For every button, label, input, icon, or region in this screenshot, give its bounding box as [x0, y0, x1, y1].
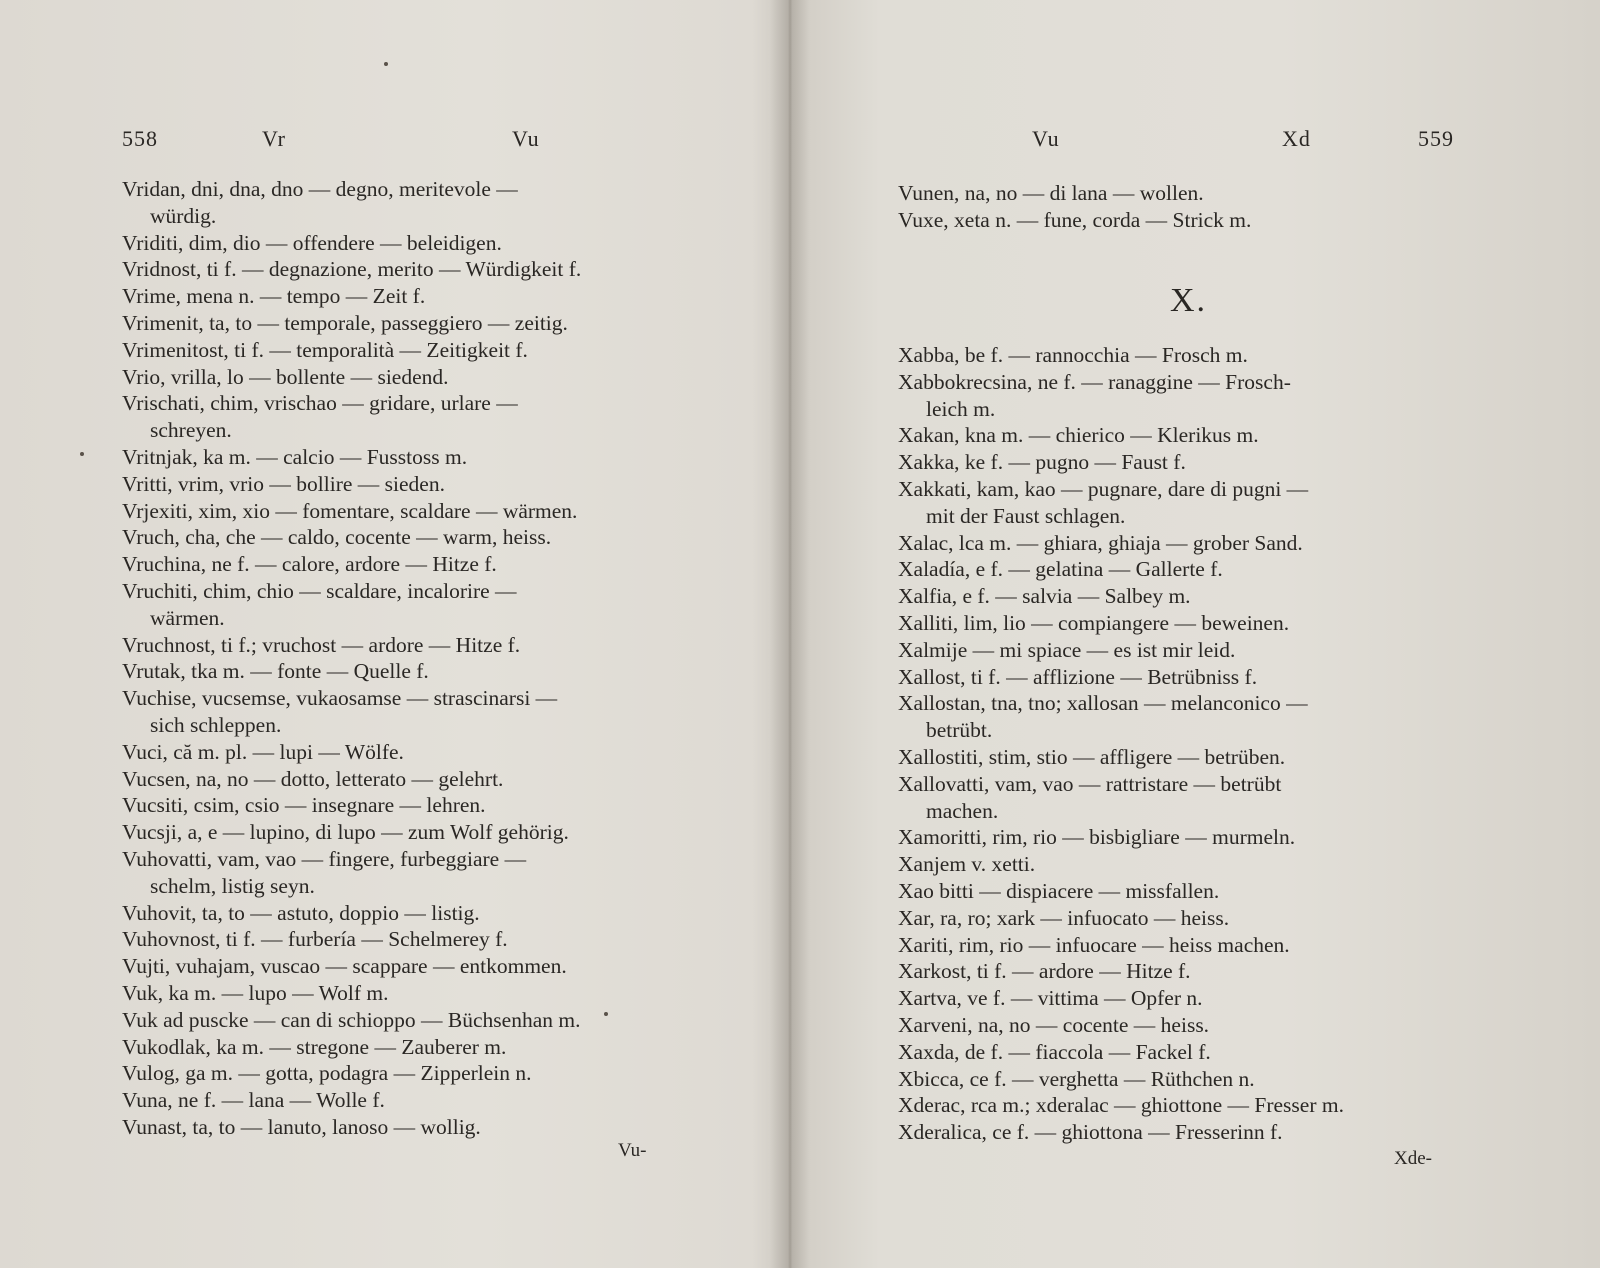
- dictionary-entry: Xalliti, lim, lio — compiangere — beweinen.: [898, 610, 1290, 635]
- dictionary-entry: Vucsji, a, e — lupino, di lupo — zum Wolf gehörig.: [122, 820, 569, 845]
- dictionary-entry: Xamoritti, rim, rio — bisbigliare — murmeln.: [898, 825, 1296, 850]
- catchword: Vu-: [618, 1140, 647, 1161]
- dictionary-entry: Vuna, ne f. — lana — Wolle f.: [122, 1088, 385, 1113]
- dictionary-entry: Xakka, ke f. — pugno — Faust f.: [898, 450, 1186, 475]
- dictionary-entry: Vucsen, na, no — dotto, letterato — gelehrt.: [122, 766, 504, 791]
- dictionary-entry: Xallostan, tna, tno; xallosan — melanconico —: [898, 691, 1308, 716]
- entry-continuation: würdig.: [150, 203, 217, 228]
- entry-continuation: schelm, listig seyn.: [150, 873, 315, 898]
- page-number: 558: [122, 126, 158, 151]
- dictionary-entry: Vucsiti, csim, csio — insegnare — lehren.: [122, 793, 486, 818]
- dictionary-entry: Xarkost, ti f. — ardore — Hitze f.: [898, 959, 1191, 984]
- entry-list-top: [898, 180, 1488, 234]
- dictionary-entry: Vuhovatti, vam, vao — fingere, furbeggiare —: [122, 846, 527, 871]
- dictionary-entry: Vunast, ta, to — lanuto, lanoso — wollig.: [122, 1114, 481, 1139]
- dictionary-entry: Xakkati, kam, kao — pugnare, dare di pugni —: [898, 476, 1309, 501]
- dictionary-entry: Xalfia, e f. — salvia — Salbey m.: [898, 584, 1191, 609]
- dictionary-entry: Xanjem v. xetti.: [898, 852, 1036, 877]
- running-head-left: Vu: [1032, 126, 1060, 151]
- dictionary-entry: Xderac, rca m.; xderalac — ghiottone — Fresser m.: [898, 1093, 1344, 1118]
- entry-continuation: schreyen.: [150, 418, 232, 443]
- dictionary-entry: Xakan, kna m. — chierico — Klerikus m.: [898, 423, 1259, 448]
- dictionary-entry: Vritnjak, ka m. — calcio — Fusstoss m.: [122, 444, 468, 469]
- dictionary-entry: Vriditi, dim, dio — offendere — beleidigen.: [122, 230, 502, 255]
- dictionary-entry: Xariti, rim, rio — infuocare — heiss machen.: [898, 932, 1290, 957]
- dictionary-entry: Vulog, ga m. — gotta, podagra — Zipperlein n.: [122, 1061, 532, 1086]
- entry-continuation: machen.: [926, 798, 999, 823]
- entry-list: [898, 342, 1488, 1146]
- left-page: [0, 0, 780, 1268]
- entry-continuation: mit der Faust schlagen.: [926, 503, 1126, 528]
- dictionary-entry: Vuk ad puscke — can di schioppo — Büchsenhan m.: [122, 1007, 581, 1032]
- dictionary-entry: Vuk, ka m. — lupo — Wolf m.: [122, 980, 389, 1005]
- dictionary-entry: Vruchnost, ti f.; vruchost — ardore — Hitze f.: [122, 632, 521, 657]
- entry-list: [122, 176, 702, 1141]
- running-head-center: Xd: [1282, 126, 1311, 151]
- entry-continuation: betrübt.: [926, 718, 993, 743]
- ink-speck: [80, 452, 84, 456]
- dictionary-entry: Vrischati, chim, vrischao — gridare, urlare —: [122, 391, 518, 416]
- dictionary-entry: Vunen, na, no — di lana — wollen.: [898, 181, 1204, 205]
- dictionary-entry: Xaxda, de f. — fiaccola — Fackel f.: [898, 1039, 1211, 1064]
- running-head-center: Vu: [512, 126, 540, 151]
- dictionary-entry: Vrio, vrilla, lo — bollente — siedend.: [122, 364, 449, 389]
- dictionary-entry: Xar, ra, ro; xark — infuocato — heiss.: [898, 905, 1230, 930]
- dictionary-entry: Vuci, că m. pl. — lupi — Wölfe.: [122, 739, 404, 764]
- dictionary-entry: Xalmije — mi spiace — es ist mir leid.: [898, 637, 1236, 662]
- dictionary-entry: Xabba, be f. — rannocchia — Frosch m.: [898, 343, 1248, 367]
- dictionary-entry: Vruchiti, chim, chio — scaldare, incalorire —: [122, 578, 517, 603]
- dictionary-entry: Vrimenitost, ti f. — temporalità — Zeitigkeit f.: [122, 337, 528, 362]
- dictionary-entry: Xalac, lca m. — ghiara, ghiaja — grober Sand.: [898, 530, 1303, 555]
- dictionary-entry: Vrime, mena n. — tempo — Zeit f.: [122, 284, 426, 309]
- entry-continuation: leich m.: [926, 396, 996, 421]
- dictionary-entry: Vuhovnost, ti f. — furbería — Schelmerey f.: [122, 927, 508, 952]
- dictionary-entry: Vrutak, tka m. — fonte — Quelle f.: [122, 659, 429, 684]
- dictionary-entry: Vruchina, ne f. — calore, ardore — Hitze f.: [122, 552, 497, 577]
- dictionary-entry: Xaladía, e f. — gelatina — Gallerte f.: [898, 557, 1223, 582]
- dictionary-entry: Vritti, vrim, vrio — bollire — sieden.: [122, 471, 445, 496]
- dictionary-entry: Vuxe, xeta n. — fune, corda — Strick m.: [898, 207, 1252, 232]
- running-head-left: Vr: [262, 126, 286, 151]
- dictionary-entry: Vridnost, ti f. — degnazione, merito — Würdigkeit f.: [122, 257, 582, 282]
- dictionary-entry: Vujti, vuhajam, vuscao — scappare — entkommen.: [122, 954, 567, 979]
- dictionary-entry: Vrjexiti, xim, xio — fomentare, scaldare — wärmen.: [122, 498, 578, 523]
- section-letter: X.: [1170, 282, 1208, 319]
- dictionary-entry: Xallost, ti f. — afflizione — Betrübniss f.: [898, 664, 1258, 689]
- page-number: 559: [1418, 126, 1454, 151]
- dictionary-entry: Vrimenit, ta, to — temporale, passeggiero — zeitig.: [122, 310, 568, 335]
- entry-continuation: wärmen.: [150, 605, 225, 630]
- dictionary-entry: Xderalica, ce f. — ghiottona — Fresserinn f.: [898, 1120, 1283, 1145]
- dictionary-entry: Vruch, cha, che — caldo, cocente — warm, heiss.: [122, 525, 552, 550]
- dictionary-entry: Xallostiti, stim, stio — affligere — betrüben.: [898, 744, 1286, 769]
- dictionary-entry: Vukodlak, ka m. — stregone — Zauberer m.: [122, 1034, 507, 1059]
- dictionary-entry: Vuchise, vucsemse, vukaosamse — strascinarsi —: [122, 686, 558, 711]
- dictionary-entry: Xabbokrecsina, ne f. — ranaggine — Frosch-: [898, 369, 1291, 394]
- dictionary-entry: Vridan, dni, dna, dno — degno, meritevole —: [122, 177, 518, 201]
- dictionary-entry: Xbicca, ce f. — verghetta — Rüthchen n.: [898, 1066, 1255, 1091]
- dictionary-entry: Xartva, ve f. — vittima — Opfer n.: [898, 986, 1203, 1011]
- dictionary-entry: Xallovatti, vam, vao — rattristare — betrübt: [898, 771, 1282, 796]
- dictionary-entry: Xao bitti — dispiacere — missfallen.: [898, 878, 1220, 903]
- right-page: [800, 0, 1600, 1268]
- ink-speck: [604, 1012, 608, 1016]
- entry-continuation: sich schleppen.: [150, 712, 282, 737]
- dictionary-entry: Vuhovit, ta, to — astuto, doppio — listig.: [122, 900, 480, 925]
- catchword: Xde-: [1394, 1148, 1432, 1169]
- dictionary-entry: Xarveni, na, no — cocente — heiss.: [898, 1012, 1210, 1037]
- ink-speck: [384, 62, 388, 66]
